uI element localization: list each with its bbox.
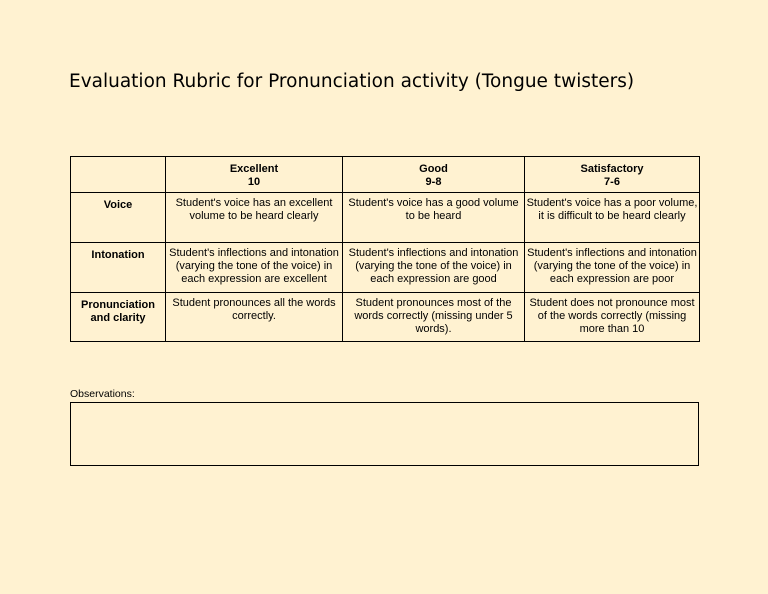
criterion-voice: Voice xyxy=(71,193,166,243)
table-row xyxy=(71,293,700,342)
column-name: Good xyxy=(419,163,448,175)
observations-label: Observations: xyxy=(70,388,135,400)
column-points: 9-8 xyxy=(425,176,442,188)
table-cell: Student pronounces most of the words correctly (missing under 5 words). xyxy=(343,293,525,342)
header-corner-cell xyxy=(71,157,166,193)
table-row xyxy=(71,193,700,243)
column-name: Satisfactory xyxy=(580,163,644,175)
criterion-pronunciation: Pronunciation and clarity xyxy=(71,293,166,342)
table-cell: Student's voice has a good volume to be heard xyxy=(343,193,525,243)
column-points: 7-6 xyxy=(604,176,620,188)
table-cell: Student's inflections and intonation (varying the tone of the voice) in each expression are excellent xyxy=(166,243,343,293)
table-cell: Student's voice has a poor volume, it is difficult to be heard clearly xyxy=(525,193,700,243)
header-row xyxy=(71,157,700,193)
table-cell: Student's voice has an excellent volume to be heard clearly xyxy=(166,193,343,243)
column-name: Excellent xyxy=(229,163,279,175)
criterion-intonation: Intonation xyxy=(71,243,166,293)
column-header-excellent xyxy=(166,157,343,193)
table-cell: Student's inflections and intonation (varying the tone of the voice) in each expression are poor xyxy=(525,243,700,293)
table-cell: Student pronounces all the words correctly. xyxy=(166,293,343,342)
column-header-satisfactory xyxy=(525,157,700,193)
table-cell: Student's inflections and intonation (varying the tone of the voice) in each expression are good xyxy=(343,243,525,293)
document-title: Evaluation Rubric for Pronunciation activity (Tongue twisters) xyxy=(69,71,635,92)
observations-field[interactable] xyxy=(70,402,699,466)
rubric-table xyxy=(70,156,700,342)
table-row xyxy=(71,243,700,293)
column-header-good xyxy=(343,157,525,193)
table-cell: Student does not pronounce most of the words correctly (missing more than 10 xyxy=(525,293,700,342)
column-points: 10 xyxy=(247,176,261,188)
